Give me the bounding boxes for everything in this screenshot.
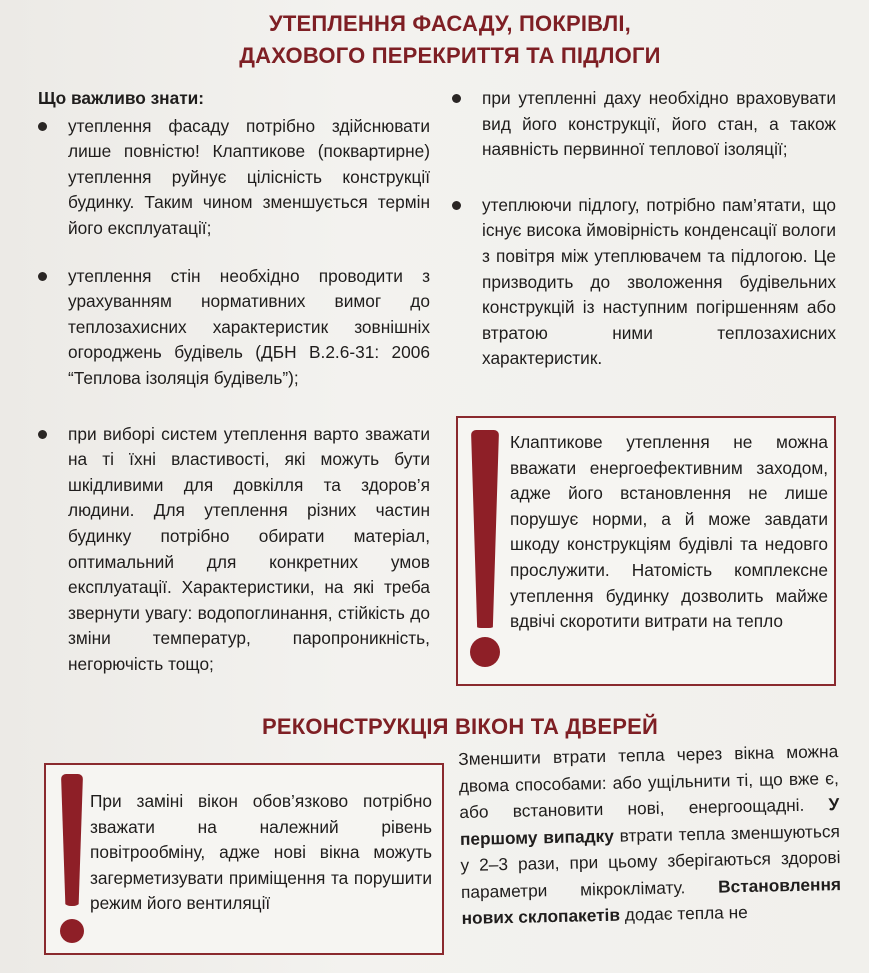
bullet-text: при утепленні даху необхідно враховувати вид його конструкції, його стан, а також наявність первинної теплової ізоляції; — [482, 88, 836, 160]
bullet-text: утеплення стін необхідно проводити з урахуванням нормативних вимог до теплозахисних характеристик зовнішніх огороджень будівель (ДБН В.2.6-31: 2006 “Теплова ізоляція будівель”); — [68, 265, 430, 388]
paragraph-text: втрати тепла зменшуються у 2–3 рази, при цьому зберігаються здорові параметри мікроклімату. — [460, 820, 841, 902]
bullet-dot-icon — [452, 94, 461, 103]
bullet-dot-icon — [38, 122, 47, 131]
exclamation-icon — [468, 430, 504, 675]
bullet-dot-icon — [38, 430, 47, 439]
title-line-2: ДАХОВОГО ПЕРЕКРИТТЯ ТА ПІДЛОГИ — [239, 43, 661, 68]
bullet-text: при виборі систем утеплення варто зважати на ті їхні властивості, які можуть бути шкідливими для довкілля та здоров’я людини. Для утеплення різних частин будинку потрібно обирати матеріал, оптимальний для конкретних умов експлуатації. Характеристики, на які треба звернути увагу: водопоглинання, стійкість до зміни температур, паропроникність, негорючість тощо; — [68, 423, 430, 674]
bullet-floor — [452, 193, 836, 372]
warning-box-insulation — [456, 416, 836, 686]
bullet-roof — [452, 86, 836, 163]
paragraph-text: додає тепла не — [619, 901, 748, 925]
exclamation-icon — [58, 774, 88, 950]
bullet-walls — [38, 264, 430, 392]
windows-paragraph — [458, 738, 842, 931]
warning-text: При заміні вікон обов’язково потрібно зважати на належний рівень повітрообміну, адже нові вікна можуть загерметизувати приміщення та порушити режим його вентиляції — [90, 791, 432, 914]
page-title — [120, 8, 780, 72]
paragraph-emphasis: У першому випадку — [459, 794, 840, 849]
paragraph-text: Зменшити втрати тепла через вікна можна двома способами: або ущільнити ті, що вже є, або встановити нові, енергоощадні. — [458, 741, 839, 822]
right-column — [452, 86, 836, 372]
warning-box-windows — [44, 763, 444, 955]
paragraph-emphasis: Встановлення нових склопакетів — [461, 873, 842, 928]
left-column — [38, 86, 430, 677]
important-lead: Що важливо знати: — [38, 88, 205, 108]
bullet-dot-icon — [38, 272, 47, 281]
section-title-windows: РЕКОНСТРУКЦІЯ ВІКОН ТА ДВЕРЕЙ — [262, 714, 658, 739]
bullet-facade — [38, 114, 430, 242]
bullet-text: утеплення фасаду потрібно здійснювати лише повністю! Клаптикове (поквартирне) утеплення руйнує цілісність конструкції будинку. Таким чином зменшується термін його експлуатації; — [68, 115, 430, 238]
title-line-1: УТЕПЛЕННЯ ФАСАДУ, ПОКРІВЛІ, — [269, 11, 631, 36]
warning-text: Клаптикове утеплення не можна вважати енергоефективним заходом, адже його встановлення не лише порушує норми, а й може завдати шкоду конструкціям будівлі та недовго прослужити. Натомість комплексне утеплення будинку дозволить майже вдвічі скоротити витрати на тепло — [510, 432, 828, 632]
bullet-dot-icon — [452, 201, 461, 210]
bullet-text: утеплюючи підлогу, потрібно пам’ятати, що існує висока ймовірність конденсації вологи з повітря між утеплювачем та підлогою. Це призводить до зволоження будівельних конструкцій із наступним погіршенням або втратою ними теплозахисних характеристик. — [482, 194, 836, 369]
bullet-systems — [38, 422, 430, 678]
